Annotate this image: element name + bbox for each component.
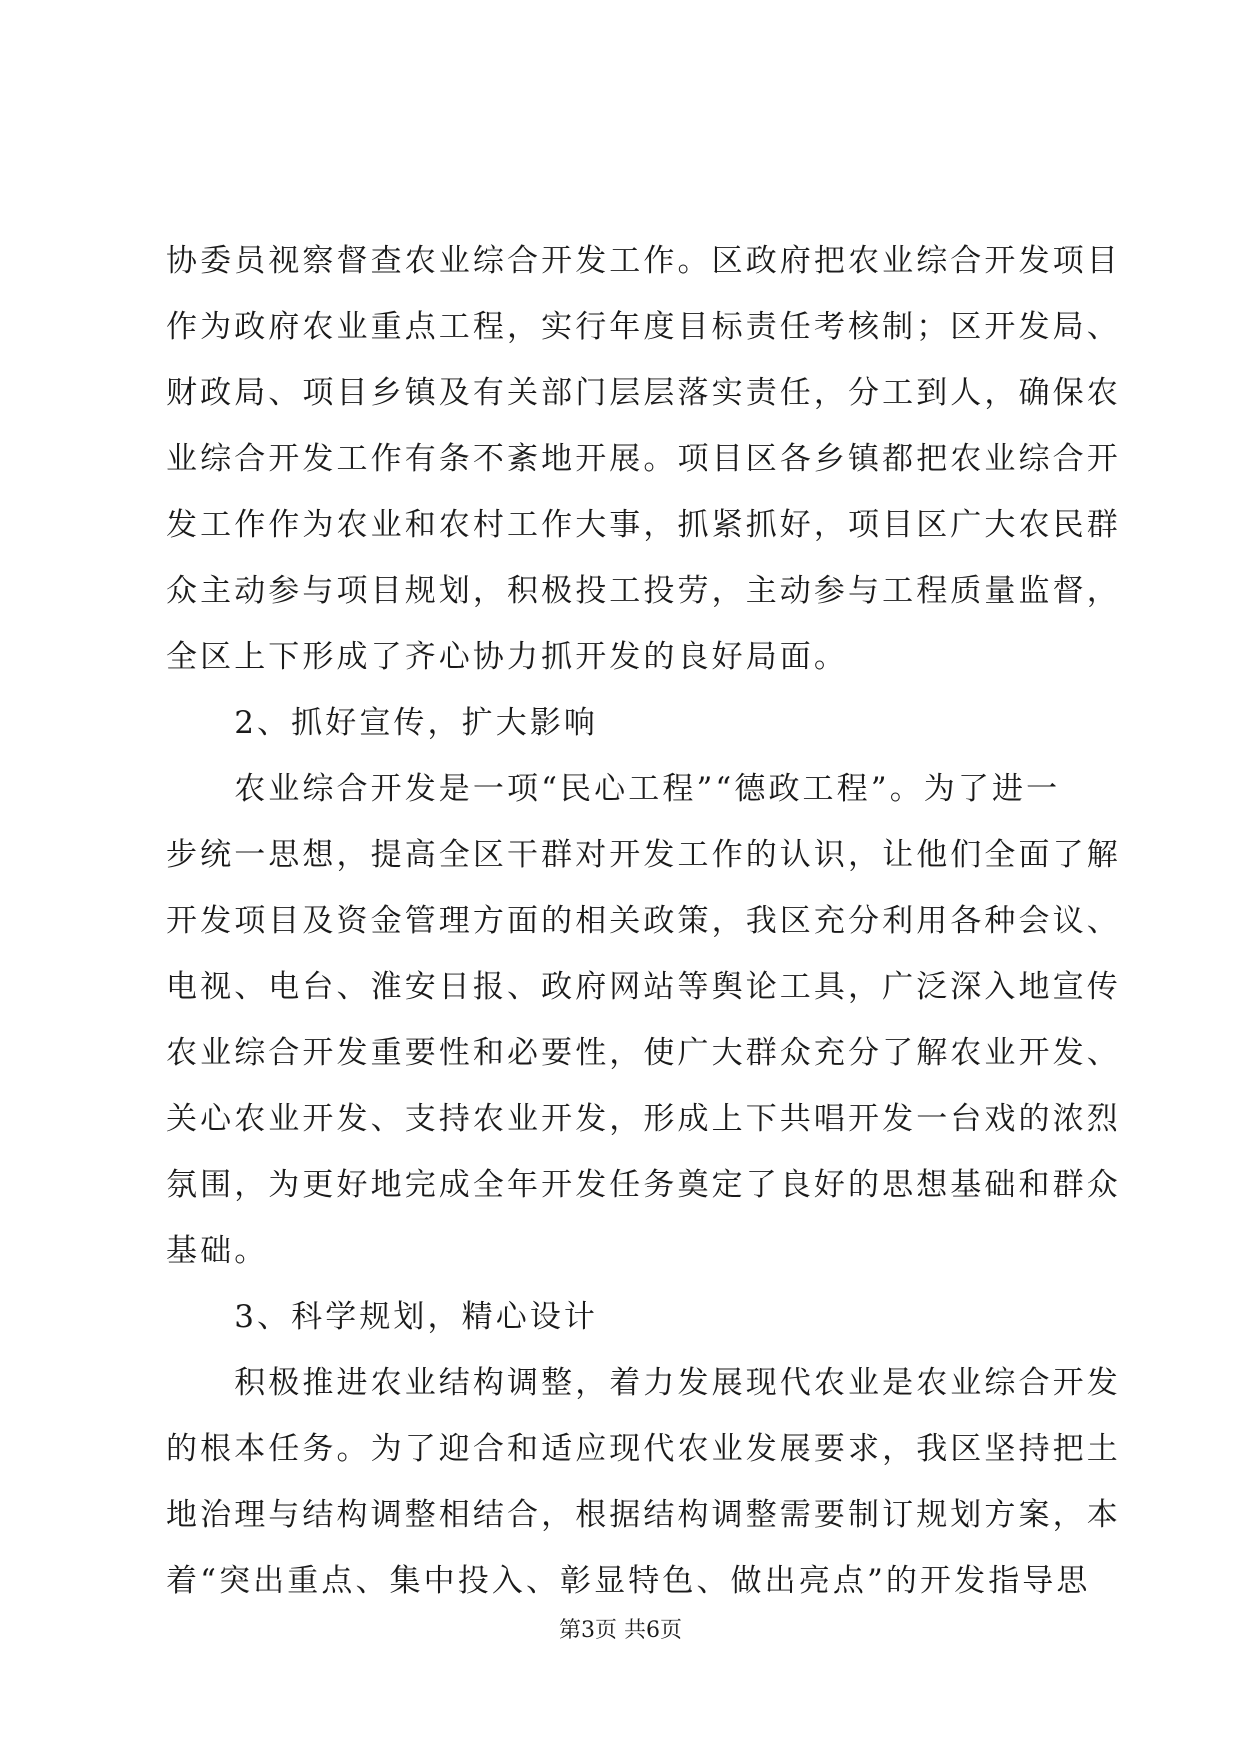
section-heading: 2、抓好宣传，扩大影响	[166, 705, 599, 741]
page-number-footer: 第3页 共6页	[559, 1618, 682, 1643]
text-line: 农业综合开发是一项“民心工程”“德政工程”。为了进一	[166, 771, 1061, 807]
text-line: 的根本任务。为了迎合和适应现代农业发展要求，我区坚持把土	[166, 1431, 1121, 1467]
section-heading: 3、科学规划，精心设计	[166, 1299, 599, 1335]
body-text	[166, 228, 1121, 1614]
text-line: 作为政府农业重点工程，实行年度目标责任考核制；区开发局、	[166, 309, 1121, 345]
text-line: 积极推进农业结构调整，着力发展现代农业是农业综合开发	[166, 1365, 1121, 1401]
text-line: 协委员视察督查农业综合开发工作。区政府把农业综合开发项目	[166, 243, 1121, 279]
text-line: 开发项目及资金管理方面的相关政策，我区充分利用各种会议、	[166, 903, 1121, 939]
text-line: 财政局、项目乡镇及有关部门层层落实责任，分工到人，确保农	[166, 375, 1121, 411]
text-line: 全区上下形成了齐心协力抓开发的良好局面。	[166, 639, 848, 675]
text-line: 地治理与结构调整相结合，根据结构调整需要制订规划方案，本	[166, 1497, 1121, 1533]
text-line: 业综合开发工作有条不紊地开展。项目区各乡镇都把农业综合开	[166, 441, 1121, 477]
text-line: 步统一思想，提高全区干群对开发工作的认识，让他们全面了解	[166, 837, 1121, 873]
text-line: 基础。	[166, 1233, 269, 1269]
text-line: 着“突出重点、集中投入、彰显特色、做出亮点”的开发指导思	[166, 1563, 1091, 1599]
text-line: 电视、电台、淮安日报、政府网站等舆论工具，广泛深入地宣传	[166, 969, 1121, 1005]
text-line: 众主动参与项目规划，积极投工投劳，主动参与工程质量监督，	[166, 573, 1121, 609]
text-line: 关心农业开发、支持农业开发，形成上下共唱开发一台戏的浓烈	[166, 1101, 1121, 1137]
text-line: 氛围，为更好地完成全年开发任务奠定了良好的思想基础和群众	[166, 1167, 1121, 1203]
text-line: 发工作作为农业和农村工作大事，抓紧抓好，项目区广大农民群	[166, 507, 1121, 543]
text-line: 农业综合开发重要性和必要性，使广大群众充分了解农业开发、	[166, 1035, 1121, 1071]
